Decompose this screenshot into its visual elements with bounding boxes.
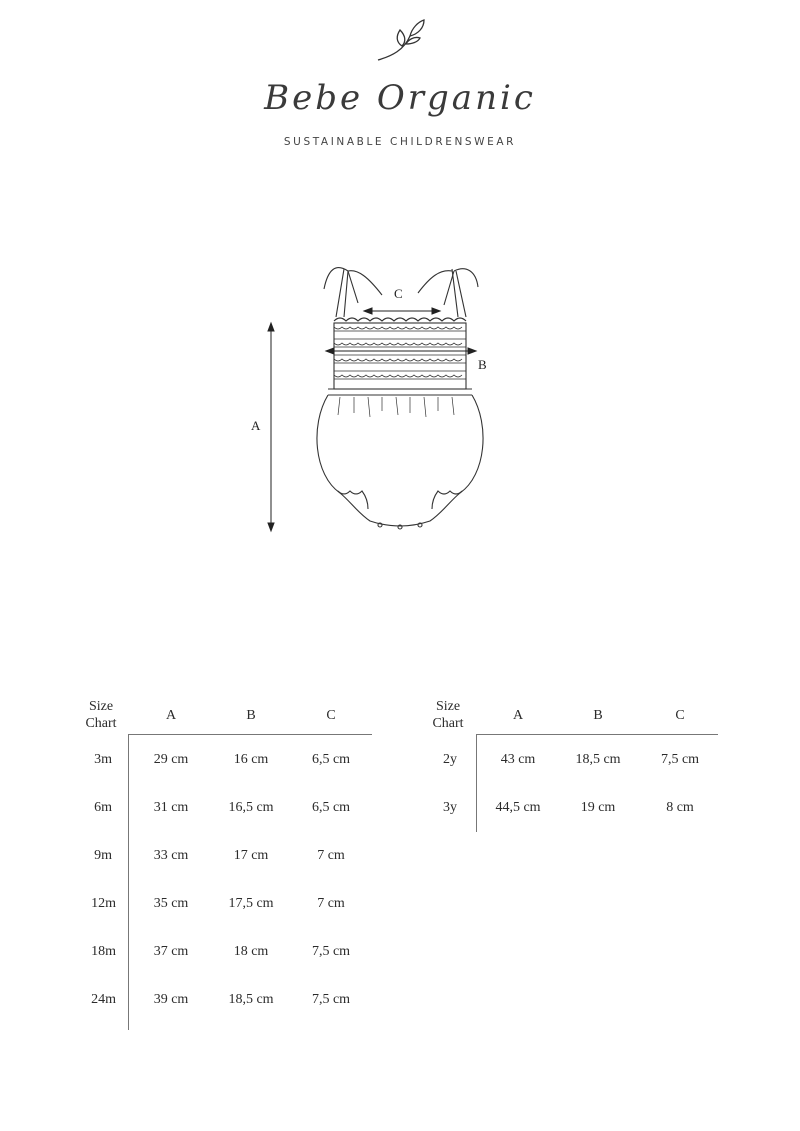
value-a: 29 cm [153,752,189,767]
left-bow [324,268,382,303]
column-b-header: B [246,707,256,723]
column-a-header: A [512,707,524,723]
column-b-header: B [593,707,603,723]
size-column-divider [476,734,477,832]
right-strap [452,269,466,317]
dimension-c-arrow [364,308,440,314]
value-b: 16 cm [233,752,269,767]
value-b: 16,5 cm [228,800,274,815]
header-divider [128,734,372,735]
value-a: 39 cm [153,992,189,1007]
brand-tagline: SUSTAINABLE CHILDRENSWEAR [283,136,517,148]
value-b: 19 cm [580,800,616,815]
value-a: 43 cm [500,752,536,767]
value-c: 7 cm [317,848,345,863]
value-a: 31 cm [153,800,189,815]
value-a: 35 cm [153,896,189,911]
value-c: 7 cm [317,896,345,911]
value-c: 6,5 cm [311,752,351,767]
value-b: 17,5 cm [228,896,274,911]
waist-band [328,389,472,395]
value-c: 7,5 cm [311,944,351,959]
dimension-b-label: B [478,357,487,372]
bodice-ruffle [334,318,466,321]
waist-gathers [338,397,454,417]
bloomer-body [317,395,483,526]
value-a: 37 cm [153,944,189,959]
dimension-c-label: C [394,286,403,301]
dimension-a-arrow [268,323,274,531]
dimension-b-arrow [326,348,476,354]
size-chart-left [80,696,380,1036]
size-label: 24m [91,992,116,1007]
value-b: 18,5 cm [575,752,621,767]
leaf-logo-icon [370,14,430,66]
column-c-header: C [326,707,336,723]
size-label: 9m [94,848,112,863]
value-c: 6,5 cm [311,800,351,815]
column-c-header: C [675,707,685,723]
left-strap [336,269,348,317]
size-column-divider [128,734,129,1030]
value-b: 17 cm [233,848,269,863]
value-c: 8 cm [666,800,694,815]
dimension-a-label: A [251,418,261,433]
size-label: 18m [91,944,116,959]
brand-name: Bebe Organic [264,78,536,118]
size-chart-header: Size Chart [85,699,117,731]
value-b: 18 cm [233,944,269,959]
value-b: 18,5 cm [228,992,274,1007]
size-label: 6m [94,800,112,815]
value-c: 7,5 cm [311,992,351,1007]
size-chart-right [425,696,725,836]
size-label: 3m [94,752,112,767]
value-c: 7,5 cm [660,752,700,767]
right-bow [418,269,478,305]
value-a: 44,5 cm [495,800,541,815]
size-chart-header: Size Chart [432,699,464,731]
size-label: 12m [91,896,116,911]
size-label: 2y [443,752,457,767]
smocking-pattern [334,327,466,379]
value-a: 33 cm [153,848,189,863]
romper-diagram [240,255,500,545]
header-divider [476,734,718,735]
size-label: 3y [443,800,457,815]
column-a-header: A [165,707,177,723]
